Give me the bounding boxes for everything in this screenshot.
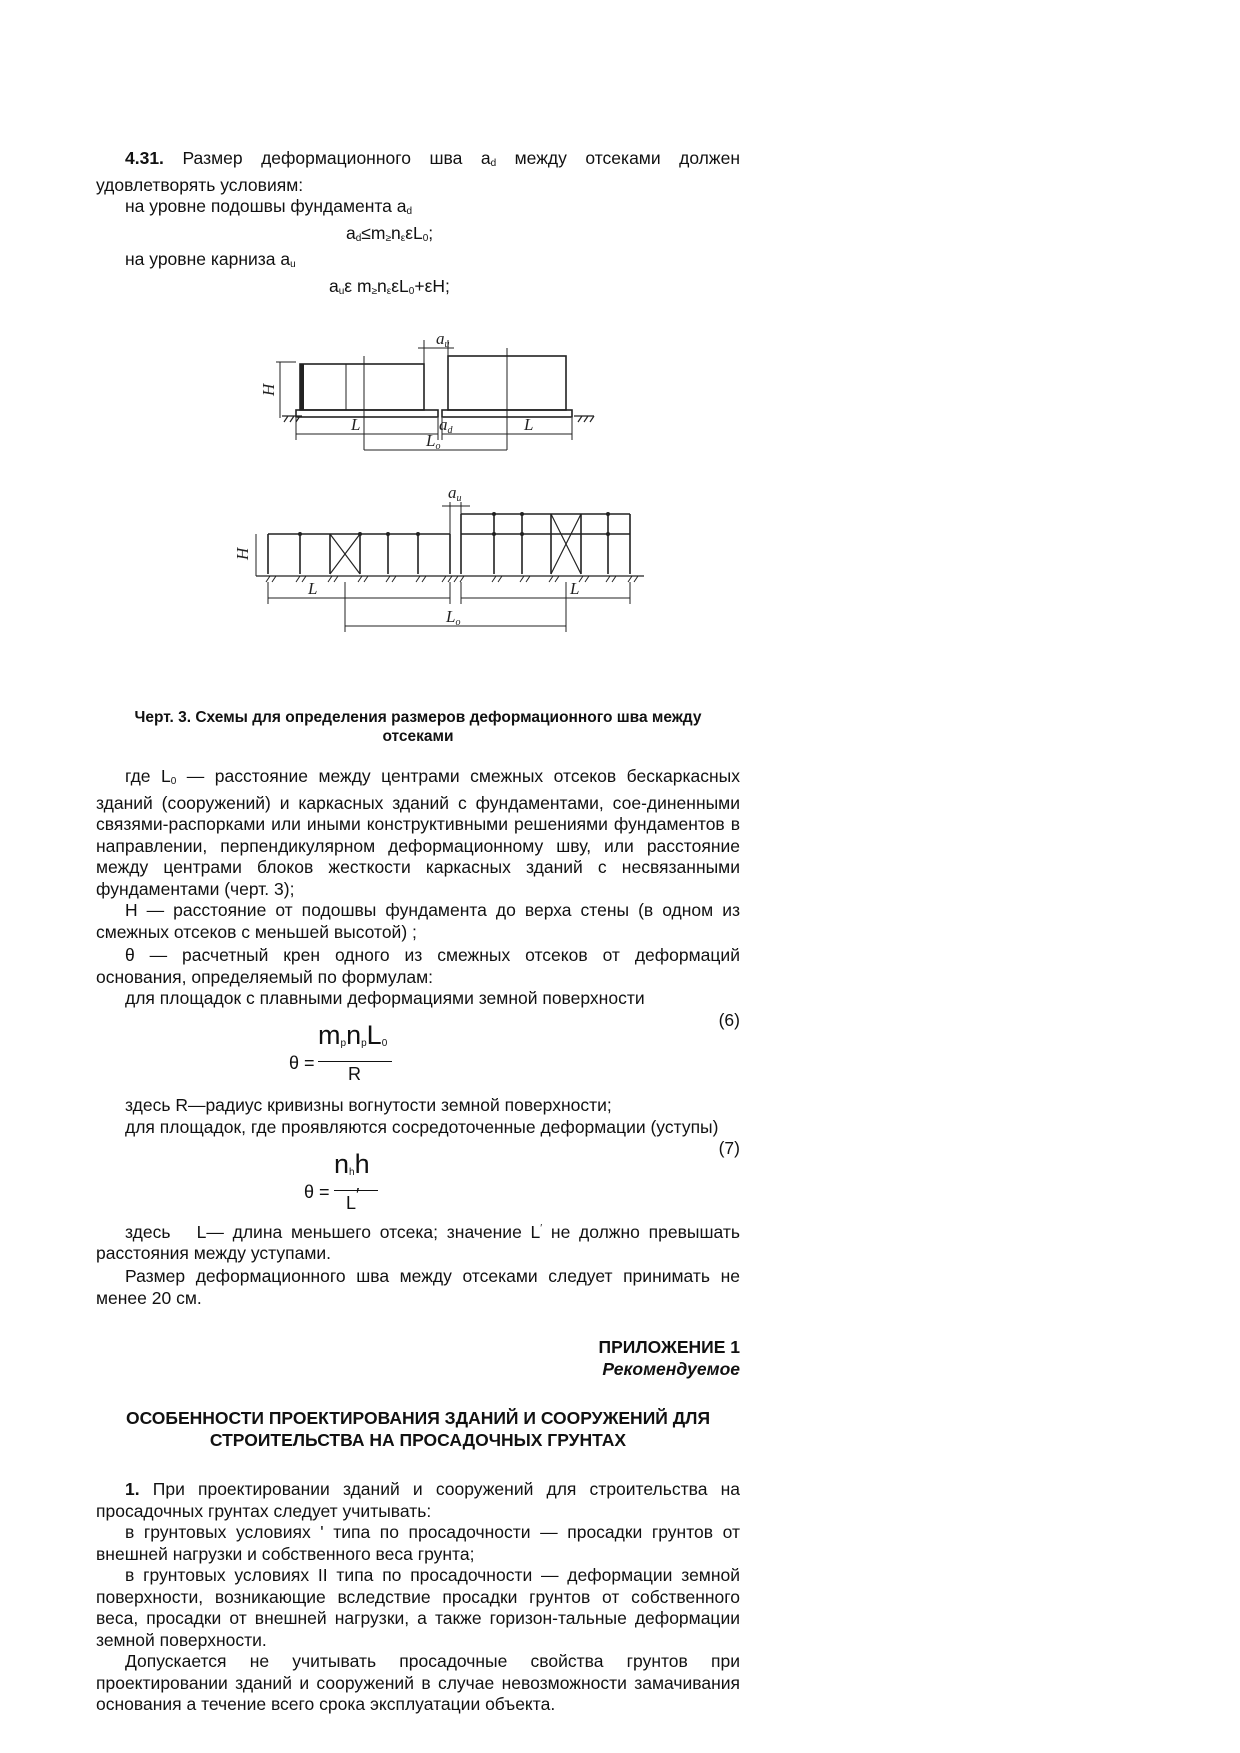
cornice-level: на уровне карниза a — [125, 249, 291, 269]
label-L0-bottom: Lo — [446, 607, 461, 628]
f1-sub: d — [355, 232, 362, 244]
eq7-L: L — [346, 1192, 357, 1213]
base-level: на уровне подошвы фундамента a — [125, 196, 407, 216]
label-ad: ad — [439, 415, 453, 436]
equation-7-number: (7) — [718, 1138, 740, 1158]
eq6-m: m — [318, 1020, 341, 1050]
f2-c: n — [377, 275, 387, 296]
caption-line-1: Черт. 3. Схемы для определения размеров деформационного шва между — [134, 709, 702, 726]
frame-nodes — [298, 512, 610, 536]
f1-d: εL — [405, 222, 423, 243]
caption-line-2: отсеками — [382, 728, 454, 745]
f1-end: ; — [428, 222, 434, 243]
eq7-numerator — [334, 1148, 370, 1184]
appendix-paragraph-3: в грунтовых условиях II типа по просадочности — деформации земной поверхности, возникающие вследствие просадки грунтов от собственного веса, просадки от внешней нагрузки, а также горизон-тальные деформации земной поверхности. — [96, 1565, 740, 1650]
f2-sub: u — [338, 285, 345, 297]
appendix-paragraph-1 — [96, 1479, 740, 1522]
intro-sub: d — [490, 158, 497, 169]
eq7-sub: h — [349, 1166, 355, 1178]
eq6-n: n — [346, 1020, 362, 1050]
appendix-title — [96, 1408, 740, 1451]
base-level-sub: d — [406, 206, 413, 217]
equation-6-number: (6) — [718, 1009, 740, 1030]
document-page — [96, 148, 740, 1716]
l0-sub: 0 — [170, 776, 177, 787]
figure-caption — [96, 708, 740, 746]
eq6-numerator — [318, 1020, 388, 1055]
formula-1 — [96, 223, 740, 250]
l0-definition — [96, 766, 740, 900]
l0-a: где L — [125, 766, 171, 786]
label-au-bottom: au — [448, 483, 462, 504]
intro-rest: между отсеками должен удовлетворять условиям: — [96, 148, 740, 195]
base-level-text — [96, 196, 740, 223]
label-L0-top: Lo — [426, 431, 441, 452]
f2-sub4: 0 — [408, 285, 415, 297]
l0-b: — расстояние между центрами смежных отсеков бескаркасных зданий (сооружений) и каркасных зданий с фундаментами, сое-диненными связями-распорками или иными конструктивными решениями фундаментов в направлении, перпендикулярном деформационному шву, или расстояние между центрами блоков жесткости каркасных зданий с несвязанными фундаментами (черт. 3); — [96, 766, 741, 899]
appendix-status: Рекомендуемое — [602, 1358, 740, 1379]
lprime-a: здесь L — [125, 1221, 207, 1242]
f2-b: ε m — [344, 275, 372, 296]
f2-sub3: ε — [386, 285, 392, 297]
cornice-level-text — [96, 249, 740, 276]
appendix-title-line-1: ОСОБЕННОСТИ ПРОЕКТИРОВАНИЯ ЗДАНИЙ И СООРУЖЕНИЙ ДЛЯ — [125, 1408, 711, 1429]
label-L-top-left: L — [351, 415, 361, 434]
appendix-paragraph-4: Допускается не учитывать просадочные свойства грунтов при проектировании зданий и сооружений в случае невозможности замачивания основания а течение всего срока эксплуатации объекта. — [96, 1651, 740, 1715]
label-H-bottom: H — [233, 547, 252, 560]
eq6-L: L — [366, 1020, 382, 1050]
f1-sub4: 0 — [422, 232, 429, 244]
eq6-sub3: 0 — [381, 1038, 388, 1049]
h-definition: H — расстояние от подошвы фундамента до верха стены (в одном из смежных отсеков с меньшей высотой) ; — [96, 900, 740, 942]
appendix-paragraph-2: в грунтовых условиях ' типа по просадочности — просадки грунтов от внешней нагрузки и собственного веса грунта; — [96, 1522, 740, 1564]
label-L-top-right: L — [524, 415, 534, 434]
f1-sub3: ε — [400, 232, 406, 244]
f2-d: εL — [391, 275, 409, 296]
f1-a: a — [346, 222, 356, 243]
formula-6 — [96, 1020, 740, 1089]
lower-scheme-labels — [233, 483, 579, 628]
formula-7 — [96, 1148, 740, 1218]
appendix-p1-number: 1. — [125, 1479, 140, 1500]
eq6-lhs: θ = — [289, 1053, 315, 1073]
f1-sub2: ≥ — [385, 232, 391, 244]
eq6-fraction-bar — [318, 1061, 392, 1062]
eq6-sub1: p — [340, 1038, 347, 1049]
f1-c: n — [390, 222, 401, 243]
eq7-n: n — [334, 1148, 350, 1179]
appendix-p1-text: При проектировании зданий и сооружений для строительства на просадочных грунтах следует учитывать: — [96, 1479, 740, 1521]
cornice-level-sub: u — [290, 259, 296, 270]
joint-size-text: Размер деформационного шва между отсеками следует принимать не менее 20 см. — [96, 1266, 740, 1308]
f2-sub2: ≥ — [371, 285, 378, 297]
lprime-sup: ′ — [540, 1222, 543, 1234]
lprime-c: не должно превышать расстояния между уступами. — [96, 1221, 740, 1263]
label-au-top: au — [436, 329, 450, 350]
label-L-bottom-left: L — [308, 579, 318, 598]
smooth-deformation-text: для площадок с плавными деформациями земной поверхности — [125, 988, 645, 1008]
section-intro — [96, 148, 740, 196]
f2-end: +εH; — [414, 275, 450, 296]
label-L-bottom-right: L — [570, 579, 580, 598]
label-H-top: H — [259, 383, 278, 396]
lprime-b: — длина меньшего отсека; значение L — [206, 1221, 541, 1242]
eq6-denominator: R — [348, 1064, 361, 1084]
eq7-lhs: θ = — [304, 1181, 330, 1202]
formula-2 — [96, 276, 740, 303]
eq7-prime: ′ — [356, 1184, 360, 1205]
appendix-title-line-2: СТРОИТЕЛЬСТВА НА ПРОСАДОЧНЫХ ГРУНТАХ — [209, 1429, 627, 1450]
appendix-label: ПРИЛОЖЕНИЕ 1 — [598, 1337, 740, 1358]
eq7-denominator — [346, 1184, 360, 1215]
eq7-h: h — [354, 1148, 370, 1179]
intro-text: Размер деформационного шва a — [182, 148, 491, 168]
r-definition: здесь R—радиус кривизны вогнутости земной поверхности; — [125, 1095, 612, 1115]
deformation-joint-diagram — [96, 326, 740, 704]
f2-a: a — [329, 275, 339, 296]
steps-text: для площадок, где проявляются сосредоточенные деформации (уступы) — [125, 1116, 719, 1137]
f1-b: ≤m — [361, 222, 386, 243]
section-number: 4.31. — [125, 148, 164, 168]
lprime-definition — [96, 1218, 740, 1265]
eq6-sub2: p — [361, 1038, 367, 1049]
theta-definition: θ — расчетный крен одного из смежных отсеков от деформаций основания, определяемый по формулам: — [96, 945, 740, 987]
